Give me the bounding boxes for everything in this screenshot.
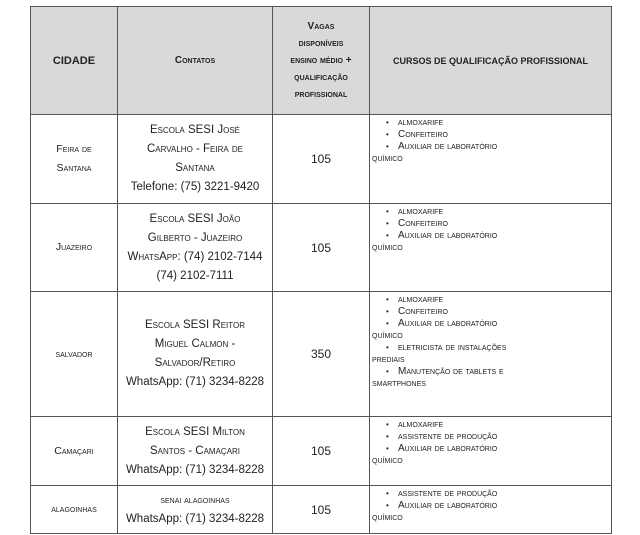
contato-line: (74) 2102-7111: [156, 269, 234, 282]
curso-item: • almoxarife: [386, 294, 607, 306]
curso-item: • eletricista de instalações prediais: [386, 342, 607, 366]
curso-item: • Auxiliar de laboratório químico: [386, 141, 607, 165]
contato-line: WhatsApp: (71) 3234-8228: [125, 376, 265, 388]
curso-item: • Auxiliar de laboratório químico: [386, 500, 607, 524]
contato-line: WhatsApp: (71) 3234-8228: [125, 512, 265, 525]
cell-contatos: [118, 486, 273, 534]
cell-vagas: 105: [273, 115, 370, 204]
cell-contatos: [118, 292, 273, 417]
header-cursos: CURSOS DE QUALIFICAÇÃO PROFISSIONAL: [370, 7, 612, 115]
header-row: [31, 7, 612, 115]
cell-vagas: 105: [273, 486, 370, 534]
contato-line: senai alagoinhas: [160, 494, 230, 506]
cell-vagas: 350: [273, 292, 370, 417]
contato-line: Escola SESI João: [149, 212, 241, 225]
cidade-line: Camaçari: [54, 444, 94, 457]
cell-cursos: [370, 417, 612, 486]
header-vagas-line: Vagas: [307, 21, 335, 32]
cell-vagas: 105: [273, 204, 370, 292]
table-row: [31, 115, 612, 204]
contato-line: Escola SESI Reitor: [145, 319, 245, 331]
contato-line: Escola SESI Milton: [145, 425, 245, 438]
curso-item: • almoxarife: [386, 419, 607, 431]
cell-contatos: [118, 204, 273, 292]
curso-item: • Confeiteiro: [386, 129, 607, 141]
contato-line: WhatsApp: (71) 3234-8228: [125, 463, 265, 476]
header-vagas: [273, 7, 370, 115]
header-vagas-line: profissional: [294, 89, 348, 100]
curso-item: • almoxarife: [386, 206, 607, 218]
cell-cidade: [31, 417, 118, 486]
cell-vagas: 105: [273, 417, 370, 486]
contato-line: Gilberto - Juazeiro: [147, 231, 243, 244]
cell-cidade: [31, 115, 118, 204]
contato-line: WhatsApp: (74) 2102-7144: [127, 250, 263, 263]
curso-item: • Auxiliar de laboratório químico: [386, 318, 607, 342]
cidade-line: alagoinhas: [51, 503, 97, 515]
cell-contatos: [118, 115, 273, 204]
contato-line: Escola SESI José: [149, 124, 241, 136]
table-row: [31, 486, 612, 534]
curso-item: • Confeiteiro: [386, 218, 607, 230]
contato-line: Santos - Camaçari: [149, 444, 241, 457]
table-row: [31, 417, 612, 486]
curso-item: • Auxiliar de laboratório químico: [386, 230, 607, 254]
cell-contatos: [118, 417, 273, 486]
cidade-line: Juazeiro: [55, 241, 93, 253]
curso-item: • almoxarife: [386, 117, 607, 129]
header-cidade: CIDADE: [31, 7, 118, 115]
contato-line: Telefone: (75) 3221-9420: [130, 181, 260, 193]
header-contatos: Contatos: [118, 7, 273, 115]
cidade-line: salvador: [55, 347, 93, 360]
header-vagas-line: qualificação: [294, 72, 348, 83]
contato-line: Santana: [175, 162, 215, 174]
curso-item: • assistente de produção: [386, 488, 607, 500]
cidade-line: Santana: [56, 162, 92, 174]
curso-item: • Auxiliar de laboratório químico: [386, 443, 607, 467]
cell-cursos: [370, 204, 612, 292]
contato-line: Miguel Calmon -: [154, 338, 236, 350]
curso-item: • Confeiteiro: [386, 306, 607, 318]
cell-cidade: [31, 486, 118, 534]
table-row: [31, 292, 612, 417]
cell-cursos: [370, 486, 612, 534]
vacancies-table: [30, 6, 612, 534]
cell-cursos: [370, 115, 612, 204]
cidade-line: Feira de: [56, 143, 92, 155]
curso-item: • Manutenção de tablets e smartphones: [386, 366, 607, 390]
cell-cursos: [370, 292, 612, 417]
curso-item: • assistente de produção: [386, 431, 607, 443]
contato-line: Salvador/Retiro: [154, 357, 236, 369]
table-row: [31, 204, 612, 292]
header-vagas-line: disponíveis: [298, 38, 344, 49]
contato-line: Carvalho - Feira de: [146, 143, 244, 155]
header-vagas-line: ensino médio +: [290, 55, 352, 66]
cell-cidade: [31, 204, 118, 292]
cell-cidade: [31, 292, 118, 417]
